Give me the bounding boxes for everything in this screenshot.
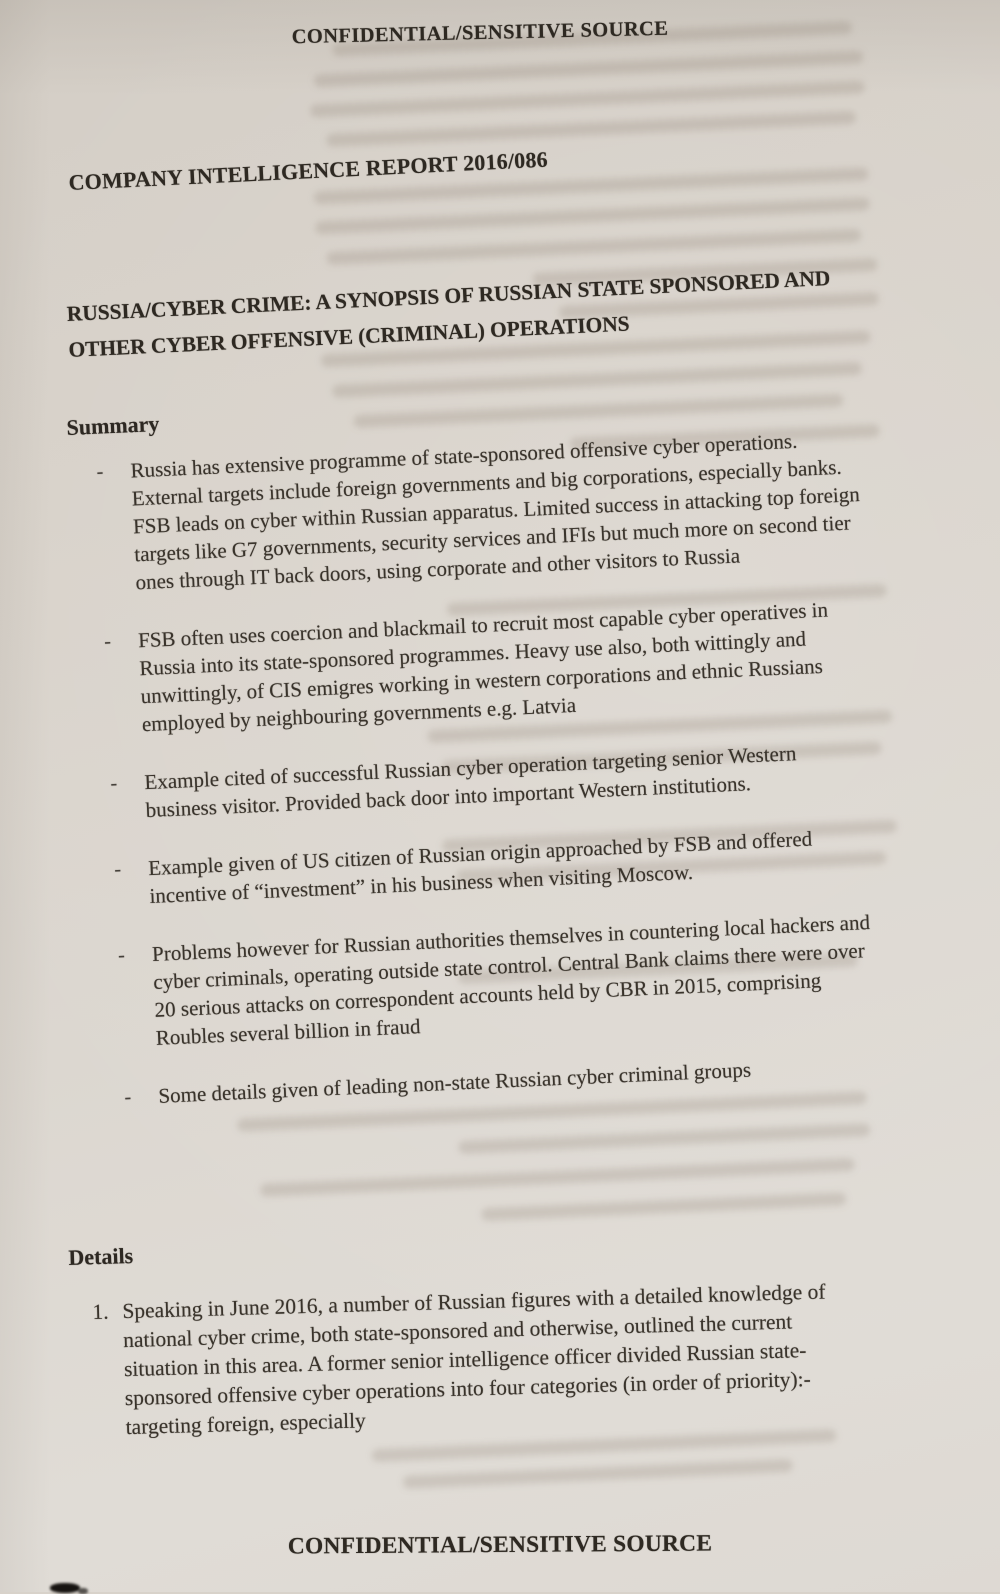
item-text: Speaking in June 2016, a number of Russian figures with a detailed knowledge of national cyber crime, both state-sponsored and otherwise, outlined the current situation in this area. A former senior intelligence officer divided Russian state-sponsored offensive cyber operations into four categories (in order of priority):- targeting foreign, especially <box>122 1276 874 1442</box>
list-item <box>118 907 892 1053</box>
bullet-dash: - <box>96 456 131 485</box>
list-item <box>96 424 871 598</box>
report-id: COMPANY INTELLIGENCE REPORT 2016/086 <box>68 147 548 196</box>
photo-artifact <box>78 1588 88 1594</box>
bullet-text: Problems however for Russian authorities themselves in countering local hackers and cyber criminals, operating outside state control. Central Bank claims there were over 20 serious attacks on correspondent accounts held by CBR in 2015, comprising Roubles several billion in fraud <box>152 908 884 1052</box>
classification-header: CONFIDENTIAL/SENSITIVE SOURCE <box>0 11 980 57</box>
bullet-text: FSB often uses coercion and blackmail to recruit most capable cyber operatives in Russia into its state-sponsored programmes. Heavy use also, both wittingly and unwittingly, of CIS emigres working in western corporations and ethnic Russians employed by neighbouring governments e.g. Latvia <box>138 594 870 738</box>
bullet-dash: - <box>110 768 145 797</box>
bullet-dash: - <box>104 626 139 655</box>
bullet-text: Example given of US citizen of Russian origin approached by FSB and offered incentive of “investment” in his business when visiting Moscow. <box>148 822 878 910</box>
classification-footer: CONFIDENTIAL/SENSITIVE SOURCE <box>0 1529 1000 1563</box>
summary-bullet-list <box>96 424 896 1142</box>
bullet-dash: - <box>114 854 149 883</box>
bullet-text: Some details given of leading non-state Russian cyber criminal groups <box>158 1049 887 1109</box>
bullet-text: Russia has extensive programme of state-sponsored offensive cyber operations. External targets include foreign governments and big corporations, especially banks. FSB leads on cyber within Russian apparatus. Limited success in attacking top foreign targets like G7 governments, security services and IFIs but much more on second tier ones through IT back doors, using corporate and other visitors to Russia <box>130 424 864 596</box>
summary-heading: Summary <box>66 411 160 441</box>
bullet-dash: - <box>118 940 153 969</box>
item-number: 1. <box>92 1297 123 1327</box>
bullet-dash: - <box>124 1082 159 1111</box>
list-item <box>110 735 882 825</box>
details-heading: Details <box>68 1243 134 1271</box>
bullet-text: Example cited of successful Russian cyber operation targeting senior Western business visitor. Provided back door into important Western institutions. <box>144 736 874 824</box>
list-item <box>124 1049 894 1111</box>
list-item <box>114 821 886 911</box>
numbered-item <box>92 1276 874 1443</box>
list-item <box>104 594 878 740</box>
page-title: RUSSIA/CYBER CRIME: A SYNOPSIS OF RUSSIAN STATE SPONSORED AND OTHER CYBER OFFENSIVE (CRIMINAL) OPERATIONS <box>66 257 890 368</box>
